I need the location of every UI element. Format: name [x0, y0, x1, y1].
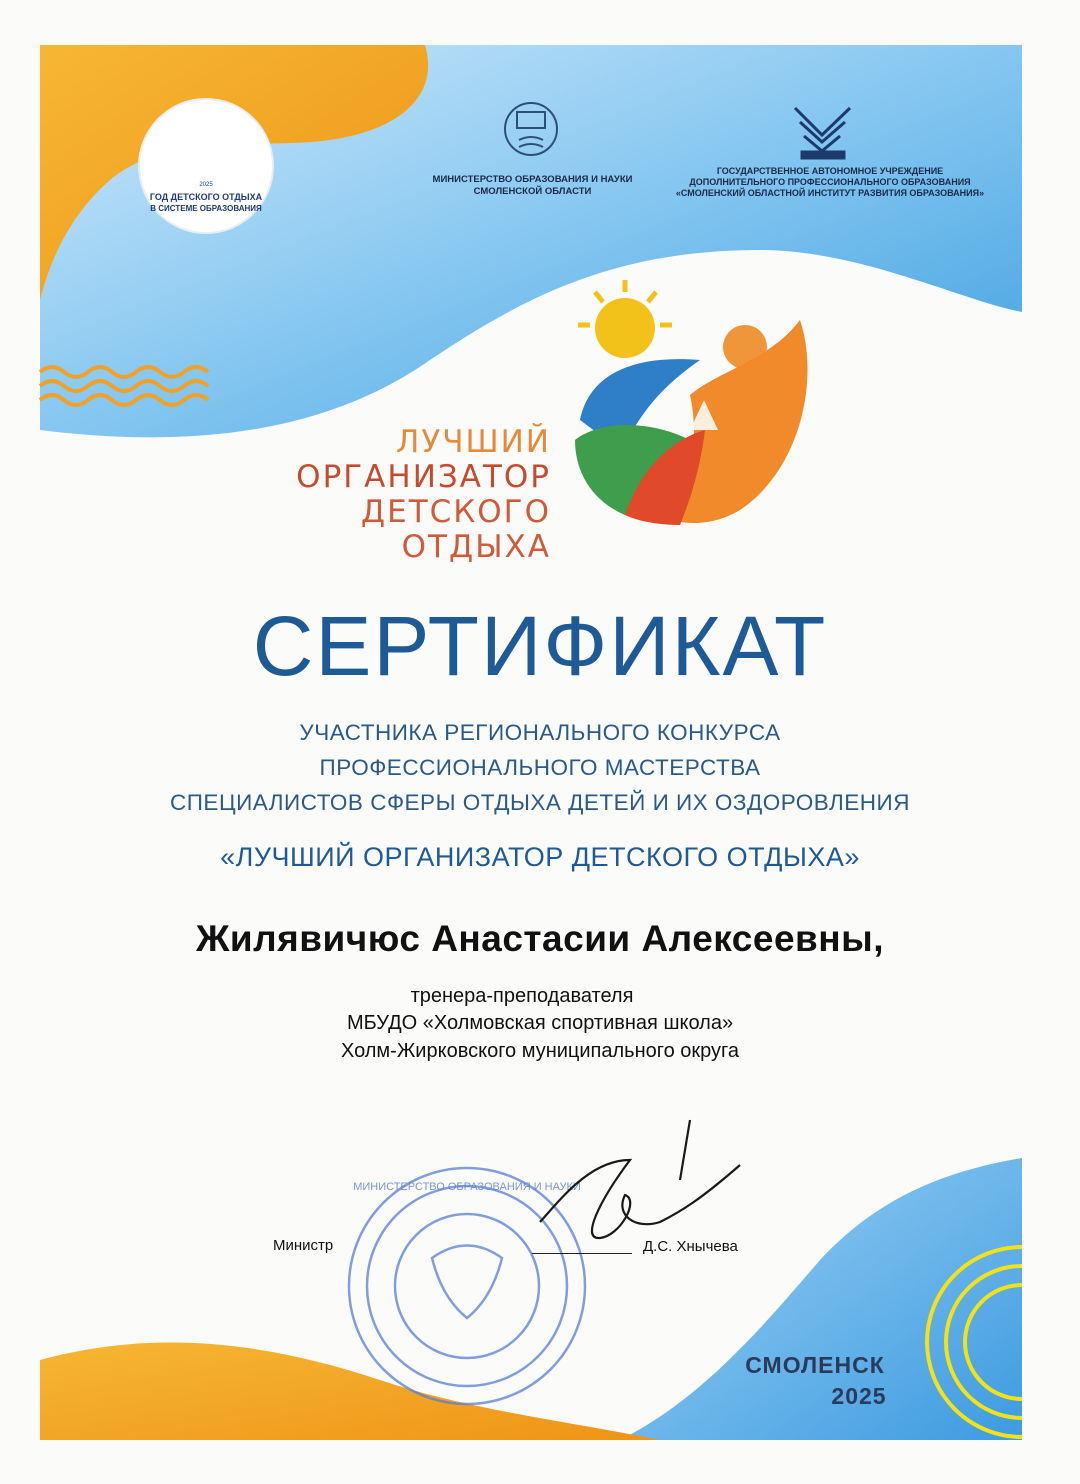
subtitle-line3: СПЕЦИАЛИСТОВ СФЕРЫ ОТДЫХА ДЕТЕЙ И ИХ ОЗДОРОВЛЕНИЯ [170, 790, 910, 815]
subtitle-line2: ПРОФЕССИОНАЛЬНОГО МАСТЕРСТВА [319, 755, 761, 780]
signer-name: Д.С. Хнычева [643, 1238, 738, 1255]
competition-logo-line2: ОРГАНИЗАТОР [296, 459, 551, 495]
signature-scribble [540, 1120, 740, 1238]
ministry-name-line1: МИНИСТЕРСТВО ОБРАЗОВАНИЯ И НАУКИ [432, 174, 633, 185]
official-seal [349, 1168, 585, 1404]
badge-line1: ГОД ДЕТСКОГО ОТДЫХА [149, 192, 263, 202]
institute-name-line2: ДОПОЛНИТЕЛЬНОГО ПРОФЕССИОНАЛЬНОГО ОБРАЗОВАНИЯ [689, 177, 971, 187]
badge-year: 2025 [199, 182, 213, 188]
badge-line2: В СИСТЕМЕ ОБРАЗОВАНИЯ [150, 204, 262, 213]
recipient-district: Холм-Жирковского муниципального округа [340, 1040, 740, 1062]
recipient-organization: МБУДО «Холмовская спортивная школа» [346, 1012, 734, 1034]
institute-name-line1: ГОСУДАРСТВЕННОЕ АВТОНОМНОЕ УЧРЕЖДЕНИЕ [716, 166, 944, 176]
certificate-title: СЕРТИФИКАТ [252, 599, 828, 693]
year-of-childrens-recreation-badge [140, 100, 272, 232]
footer-year: 2025 [831, 1383, 887, 1409]
subtitle-line1: УЧАСТНИКА РЕГИОНАЛЬНОГО КОНКУРСА [299, 720, 781, 745]
competition-logo-line1: ЛУЧШИЙ [396, 424, 551, 460]
contest-name: «ЛУЧШИЙ ОРГАНИЗАТОР ДЕТСКОГО ОТДЫХА» [220, 842, 860, 872]
bottom-orange-shape [40, 1343, 660, 1440]
signature-line [532, 1253, 632, 1254]
ministry-name-line2: СМОЛЕНСКОЙ ОБЛАСТИ [473, 186, 592, 197]
recipient-name: Жилявичюс Анастасии Алексеевны, [195, 918, 885, 959]
institute-name-line3: «СМОЛЕНСКИЙ ОБЛАСТНОЙ ИНСТИТУТ РАЗВИТИЯ ОБРАЗОВАНИЯ» [675, 188, 985, 198]
seal-text: МИНИСТЕРСТВО ОБРАЗОВАНИЯ И НАУКИ [353, 1181, 581, 1193]
competition-emblem-icon [575, 280, 808, 525]
competition-logo-line3: ДЕТСКОГО ОТДЫХА [360, 494, 551, 565]
signer-title: Министр [273, 1237, 334, 1254]
footer-city: СМОЛЕНСК [745, 1352, 885, 1378]
recipient-position: тренера-преподавателя [410, 985, 634, 1007]
